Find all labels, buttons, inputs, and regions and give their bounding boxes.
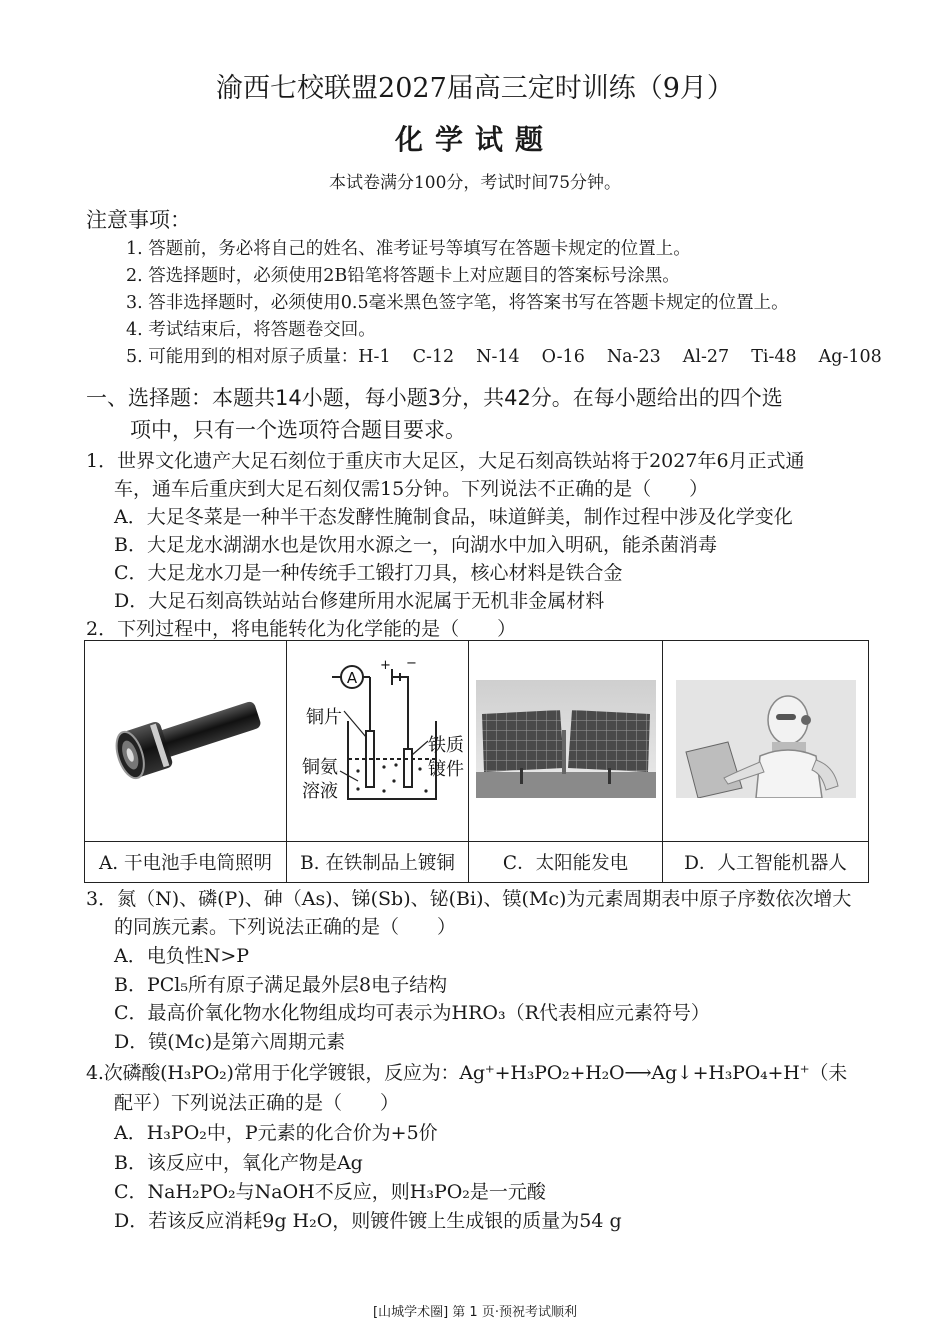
section-heading: 一、选择题：本题共14小题，每小题3分，共42分。在每小题给出的四个选: [86, 386, 783, 410]
electroplating-diagram: [288, 641, 468, 837]
question-1-option-c: C．大足龙水刀是一种传统手工锻打刀具，核心材料是铁合金: [114, 562, 623, 584]
iron-part-label-line2: 镀件: [427, 759, 464, 780]
question-3-stem: 3．氮（N)、磷(P)、砷（As)、锑(Sb)、铋(Bi)、镆(Mc)为元素周期表中原子序数依次增大: [86, 888, 852, 910]
solar-panels-image: [476, 680, 656, 798]
question-3-option-d: D．镆(Mc)是第六周期元素: [114, 1031, 346, 1053]
question-3-option-c: C．最高价氧化物水化物组成均可表示为HRO₃（R代表相应元素符号）: [114, 1002, 710, 1024]
notice-item: 4. 考试结束后，将答题卷交回。: [126, 320, 376, 340]
question-1-option-d: D．大足石刻高铁站站台修建所用水泥属于无机非金属材料: [114, 590, 605, 612]
notice-heading: 注意事项：: [86, 208, 191, 232]
notice-item: 1. 答题前，务必将自己的姓名、准考证号等填写在答题卡规定的位置上。: [126, 239, 691, 259]
negative-terminal-label: −: [405, 656, 417, 671]
flashlight-image: [96, 679, 276, 799]
option-a-image-cell: [85, 641, 287, 842]
question-2-image-table: [84, 640, 869, 883]
ammeter-label: A: [346, 669, 357, 687]
atomic-mass: H-1: [358, 347, 391, 367]
atomic-mass: Ag-108: [818, 347, 882, 367]
question-4-stem-cont: 配平）下列说法正确的是（ ）: [114, 1092, 400, 1114]
atomic-mass: Ti-48: [751, 347, 797, 367]
atomic-mass: N-14: [476, 347, 520, 367]
question-4-option-b: B．该反应中，氧化产物是Ag: [114, 1152, 363, 1174]
question-1-stem-cont: 车，通车后重庆到大足石刻仅需15分钟。下列说法不正确的是（ ）: [114, 478, 709, 500]
question-4-option-c: C．NaH₂PO₂与NaOH不反应，则H₃PO₂是一元酸: [114, 1181, 546, 1203]
option-c-image-cell: [469, 641, 663, 842]
question-1-option-b: B．大足龙水湖湖水也是饮用水源之一，向湖水中加入明矾，能杀菌消毒: [114, 534, 717, 556]
question-3-option-b: B．PCl₅所有原子满足最外层8电子结构: [114, 974, 448, 996]
question-1-stem: 1．世界文化遗产大足石刻位于重庆市大足区，大足石刻高铁站将于2027年6月正式通: [86, 450, 805, 472]
copper-sheet-label: 铜片: [305, 707, 342, 728]
question-3-stem-cont: 的同族元素。下列说法正确的是（ ）: [114, 916, 457, 938]
exam-subtitle: 本试卷满分100分，考试时间75分钟。: [328, 173, 622, 193]
question-4-option-a: A．H₃PO₂中，P元素的化合价为+5价: [114, 1122, 438, 1144]
atomic-mass: O-16: [541, 347, 585, 367]
iron-part-label-line1: 铁质: [427, 735, 464, 756]
option-a-caption: A. 干电池手电筒照明: [85, 842, 287, 883]
page-footer: [山城学术圈] 第 1 页·预祝考试顺利: [373, 1305, 577, 1320]
question-4-option-d: D．若该反应消耗9g H₂O，则镀件镀上生成银的质量为54 g: [114, 1210, 622, 1232]
notice-item-atomic-masses: [126, 343, 882, 368]
option-d-caption: D．人工智能机器人: [663, 842, 869, 883]
atomic-mass: C-12: [412, 347, 455, 367]
notice-item: 3. 答非选择题时，必须使用0.5毫米黑色签字笔，将答案书写在答题卡规定的位置上。: [126, 293, 789, 313]
question-2-stem: 2．下列过程中，将电能转化为化学能的是（ ）: [86, 618, 517, 640]
option-c-caption: C．太阳能发电: [469, 842, 663, 883]
option-b-image-cell: [287, 641, 469, 842]
atomic-mass: Na-23: [606, 347, 661, 367]
atomic-mass-label: 5. 可能用到的相对原子质量：: [126, 347, 359, 367]
solution-label-line1: 铜氨: [301, 757, 338, 778]
solution-label-line2: 溶液: [301, 781, 338, 802]
atomic-mass: Al-27: [682, 347, 730, 367]
ai-robot-image: [676, 680, 856, 798]
question-4-stem: 4.次磷酸(H₃PO₂)常用于化学镀银，反应为：Ag⁺+H₃PO₂+H₂O⟶Ag↓+H₃PO₄+H⁺（未: [86, 1062, 848, 1084]
notice-item: 2. 答选择题时，必须使用2B铅笔将答题卡上对应题目的答案标号涂黑。: [126, 266, 680, 286]
question-3-option-a: A．电负性N>P: [114, 945, 250, 967]
option-d-image-cell: [663, 641, 869, 842]
question-1-option-a: A．大足冬菜是一种半干态发酵性腌制食品，味道鲜美，制作过程中涉及化学变化: [114, 506, 793, 528]
section-heading-cont: 项中，只有一个选项符合题目要求。: [130, 418, 466, 442]
positive-terminal-label: +: [379, 658, 391, 673]
subject-title: 化学试题: [394, 123, 555, 156]
option-b-caption: B. 在铁制品上镀铜: [287, 842, 469, 883]
exam-title: 渝西七校联盟2027届高三定时训练（9月）: [216, 73, 734, 104]
